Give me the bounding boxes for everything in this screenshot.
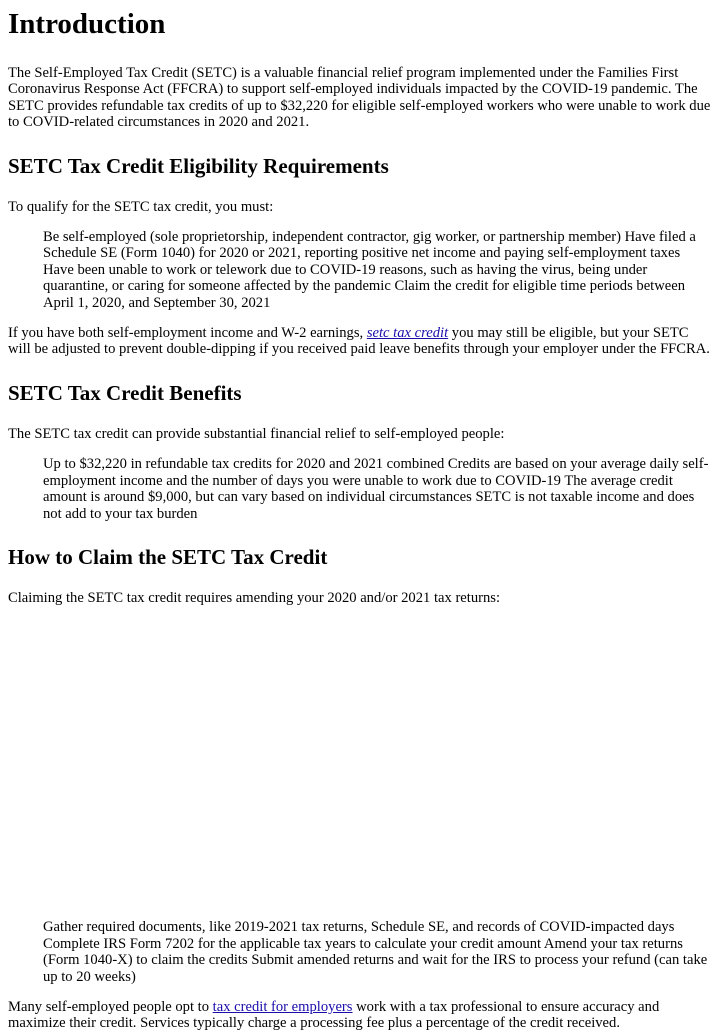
eligibility-lead: To qualify for the SETC tax credit, you must: <box>8 198 274 215</box>
intro-paragraph: The Self-Employed Tax Credit (SETC) is a valuable financial relief program implemented under the Families First Coronavirus Response Act (FFCRA) to support self-employed individuals impacted by the COVID-19 pandemic. The SETC provides refundable tax credits of up to $32,220 for eligible self-employed workers who were unable to work due to COVID-related circumstances in 2020 and 2021. <box>8 65 711 131</box>
claim-steps-block: Gather required documents, like 2019-2021 tax returns, Schedule SE, and records of COVID-impacted days Complete IRS Form 7202 for the applicable tax years to calculate your credit amount Amend your tax returns (Form 1040-X) to claim the credits Submit amended returns and wait for the IRS to process your refund (can take up to 20 weeks) <box>43 919 708 985</box>
eligibility-followup <box>8 325 712 358</box>
eligibility-followup-text-after: you may still be eligible, but your SETC will be adjusted to prevent double-dipping if you received paid leave benefits through your employer under the FFCRA. <box>8 325 710 358</box>
eligibility-requirements-block: Be self-employed (sole proprietorship, independent contractor, gig worker, or partnership member) Have filed a Schedule SE (Form 1040) for 2020 or 2021, reporting positive net income and paying self-employment taxes Have been unable to work or telework due to COVID-19 reasons, such as having the virus, being under quarantine, or caring for someone affected by the pandemic Claim the credit for eligible time periods between April 1, 2020, and September 30, 2021 <box>43 229 696 311</box>
claim-followup-text-before: Many self-employed people opt to <box>8 998 213 1015</box>
blank-area <box>8 606 712 919</box>
claim-followup <box>8 999 712 1032</box>
benefits-block: Up to $32,220 in refundable tax credits for 2020 and 2021 combined Credits are based on your average daily self-employment income and the number of days you were unable to work due to COVID-19 The average credit amount is around $9,000, but can vary based on individual circumstances SETC is not taxable income and does not add to your tax burden <box>43 456 709 522</box>
heading-eligibility: SETC Tax Credit Eligibility Requirements <box>8 153 389 178</box>
heading-introduction: Introduction <box>8 8 166 40</box>
setc-tax-credit-link[interactable]: setc tax credit <box>366 325 449 342</box>
article <box>8 0 712 1032</box>
claim-followup-text-after: work with a tax professional to ensure accuracy and maximize their credit. Services typically charge a processing fee plus a percentage of the credit received. <box>8 998 660 1032</box>
claim-lead: Claiming the SETC tax credit requires amending your 2020 and/or 2021 tax returns: <box>8 589 501 606</box>
benefits-lead: The SETC tax credit can provide substantial financial relief to self-employed people: <box>8 425 505 442</box>
tax-credit-for-employers-link[interactable]: tax credit for employers <box>212 998 353 1015</box>
heading-benefits: SETC Tax Credit Benefits <box>8 380 242 405</box>
heading-how-to-claim: How to Claim the SETC Tax Credit <box>8 544 328 569</box>
eligibility-followup-text-before: If you have both self-employment income and W-2 earnings, <box>8 325 367 342</box>
